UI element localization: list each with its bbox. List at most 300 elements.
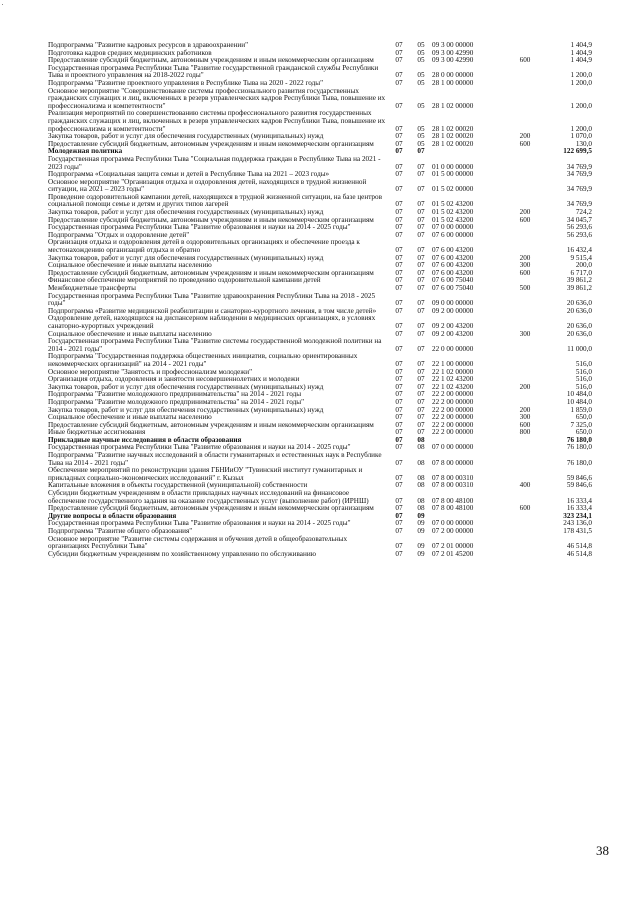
row-name: Основное мероприятие "Занятость и профессионализм молодежи": [48, 367, 253, 376]
table-row: [48, 141, 592, 149]
row-section: 07: [395, 147, 403, 156]
row-section: 07: [395, 359, 403, 368]
row-subsection: 07: [417, 185, 425, 194]
row-amount: 16 333,4: [566, 496, 592, 505]
row-target-article: 22 1 02 43200: [432, 382, 474, 391]
row-subsection: 07: [417, 200, 425, 209]
row-amount: 34 769,9: [566, 185, 592, 194]
row-subsection: 07: [417, 253, 425, 262]
row-expense-type: [514, 391, 536, 399]
row-target-article: 01 5 02 00000: [432, 185, 474, 194]
row-amount: 650,0: [575, 413, 592, 422]
row-subsection: 07: [417, 223, 425, 232]
row-target-article: 22 2 00 00000: [432, 420, 474, 429]
row-subsection: 09: [417, 527, 425, 535]
row-subsection: 07: [417, 215, 425, 224]
row-subsection: 07: [417, 170, 425, 179]
row-target-article: 01 5 00 00000: [432, 170, 474, 179]
row-amount: 11 000,0: [567, 344, 592, 353]
row-amount: 178 431,5: [563, 527, 592, 535]
row-section: 07: [395, 473, 403, 482]
row-amount: 724,2: [575, 208, 592, 217]
row-amount: 39 861,2: [566, 284, 592, 292]
row-name: Подготовка кадров средних медицинских работников: [48, 48, 212, 57]
row-name: Субсидии бюджетным учреждениям по хозяйственному управлению по обслуживанию: [48, 549, 317, 558]
row-target-article: 09 2 00 43200: [432, 329, 474, 338]
row-expense-type: [514, 88, 536, 111]
row-target-article: 07 6 00 00000: [432, 230, 474, 239]
row-name: Закупка товаров, работ и услуг для обеспечения государственных (муниципальных) нужд: [48, 382, 324, 391]
row-amount: 20 636,0: [566, 329, 592, 338]
row-expense-type: 200: [519, 253, 531, 262]
row-section: 07: [395, 215, 403, 224]
row-name: Субсидии бюджетным учреждениям в области прикладных научных исследований на финансовое обеспечение государственного задания на оказание государственных услуг (выполнение работ) (ИРНШ): [48, 489, 369, 505]
row-section: 07: [395, 170, 403, 179]
row-subsection: 07: [417, 344, 425, 353]
row-subsection: 09: [417, 519, 425, 528]
row-target-article: 28 1 02 00000: [432, 101, 474, 110]
row-subsection: 08: [417, 435, 425, 444]
row-section: 07: [395, 208, 403, 217]
row-target-article: 07 8 00 00000: [432, 458, 474, 467]
row-section: 07: [395, 458, 403, 467]
row-expense-type: [514, 467, 536, 482]
row-amount: 516,0: [575, 367, 592, 376]
row-target-article: 07 8 00 00310: [432, 481, 474, 490]
row-subsection: 07: [417, 306, 425, 315]
row-subsection: 07: [417, 284, 425, 292]
row-subsection: 09: [417, 549, 425, 558]
row-name: Предоставление субсидий бюджетным, автономным учреждениям и иным некоммерческим организациям: [48, 139, 374, 148]
row-section: 07: [395, 132, 403, 141]
row-target-article: 09 2 00 00000: [432, 306, 474, 315]
row-name: Обеспечение мероприятий по реконструкции здания ГБНИиОУ "Тувинский институт гуманитарных и прикладных социально-экономических исследований" г. Кызыл: [48, 466, 363, 482]
row-section: 07: [395, 71, 403, 80]
row-amount: 34 045,7: [566, 215, 592, 224]
row-expense-type: [514, 369, 536, 377]
row-subsection: 09: [417, 542, 425, 551]
row-amount: 1 200,0: [570, 71, 592, 80]
row-subsection: 08: [417, 496, 425, 505]
row-target-article: 01 0 00 00000: [432, 162, 474, 171]
row-subsection: 05: [417, 124, 425, 133]
row-expense-type: 600: [519, 56, 531, 65]
budget-table: [48, 42, 592, 558]
row-amount: 46 514,8: [566, 549, 592, 558]
row-name: Социальное обеспечение и иные выплаты населению: [48, 329, 212, 338]
table-row: [48, 156, 592, 171]
row-name: Организация отдыха и оздоровления детей в оздоровительных организациях и обеспечение проезда к местонахождению организаций отдыха и обратно: [48, 238, 360, 255]
row-section: 07: [395, 268, 403, 277]
row-expense-type: [514, 224, 536, 232]
row-subsection: 07: [417, 428, 425, 437]
table-row: [48, 551, 592, 559]
row-target-article: 09 0 00 00000: [432, 299, 474, 308]
row-target-article: 07 2 01 45200: [432, 549, 474, 558]
row-target-article: 09 3 00 00000: [432, 41, 474, 49]
row-target-article: 22 0 00 00000: [432, 344, 474, 353]
row-section: 07: [395, 185, 403, 194]
row-expense-type: [514, 452, 536, 467]
row-name: Капитальные вложения в объекты государственной (муниципальной) собственности: [48, 481, 308, 490]
table-row: [48, 467, 592, 482]
row-name: Подпрограмма «Развитие медицинской реабилитации и санаторно-курортного лечения, в том числе детей»: [48, 306, 377, 315]
row-section: 07: [395, 420, 403, 429]
row-expense-type: [514, 338, 536, 353]
row-expense-type: 500: [519, 284, 531, 292]
table-row: [48, 179, 592, 194]
row-expense-type: [514, 536, 536, 551]
row-amount: 56 293,6: [566, 223, 592, 232]
row-subsection: 07: [417, 147, 425, 156]
row-amount: 59 846,6: [566, 481, 592, 490]
row-section: 07: [395, 382, 403, 391]
row-expense-type: [514, 156, 536, 171]
row-expense-type: 600: [519, 504, 531, 513]
row-amount: 16 333,4: [566, 504, 592, 513]
row-subsection: 08: [417, 443, 425, 452]
row-amount: 76 180,0: [566, 443, 592, 452]
row-amount: 516,0: [575, 359, 592, 368]
row-target-article: 07 6 00 75040: [432, 276, 474, 285]
row-name: Межбюджетные трансферты: [48, 284, 136, 292]
row-subsection: 05: [417, 71, 425, 80]
row-subsection: 07: [417, 367, 425, 376]
row-name: Финансовое обеспечение мероприятий по проведению оздоровительной кампании детей: [48, 276, 321, 285]
row-subsection: 08: [417, 473, 425, 482]
row-name: Подпрограмма "Отдых и оздоровление детей": [48, 230, 190, 239]
row-expense-type: [514, 444, 536, 452]
row-subsection: 07: [417, 382, 425, 391]
row-subsection: 07: [417, 390, 425, 399]
row-expense-type: 300: [519, 329, 531, 338]
row-expense-type: 200: [519, 382, 531, 391]
row-name: Закупка товаров, работ и услуг для обеспечения государственных (муниципальных) нужд: [48, 253, 324, 262]
row-amount: 130,0: [575, 139, 592, 148]
row-target-article: 28 0 00 00000: [432, 71, 474, 80]
row-section: 07: [395, 428, 403, 437]
row-name: Предоставление субсидий бюджетным, автономным учреждениям и иным некоммерческим организациям: [48, 215, 374, 224]
row-target-article: 28 1 02 00020: [432, 132, 474, 141]
row-amount: 516,0: [575, 375, 592, 384]
row-name: Подпрограмма "Развитие молодежного предпринимательства" на 2014 - 2021 годы: [48, 390, 302, 399]
row-section: 07: [395, 200, 403, 209]
row-section: 07: [395, 375, 403, 384]
row-target-article: 22 2 00 00000: [432, 405, 474, 414]
row-section: 07: [395, 321, 403, 330]
row-name: Закупка товаров, работ и услуг для обеспечения государственных (муниципальных) нужд: [48, 405, 324, 414]
row-expense-type: [514, 437, 536, 445]
row-section: 07: [395, 56, 403, 65]
row-section: 07: [395, 78, 403, 87]
row-amount: 1 859,0: [570, 405, 592, 414]
row-target-article: 22 1 02 00000: [432, 367, 474, 376]
row-section: 07: [395, 230, 403, 239]
row-section: 07: [395, 542, 403, 551]
row-section: 07: [395, 276, 403, 285]
row-expense-type: [514, 232, 536, 240]
row-expense-type: [514, 490, 536, 505]
row-section: 07: [395, 527, 403, 535]
table-row: [48, 239, 592, 254]
table-row: [48, 293, 592, 308]
row-section: 07: [395, 124, 403, 133]
row-name: Государственная программа Республики Тыва "Социальная поддержка граждан в Республике Тыва на 2021 - 2023 годы": [48, 154, 381, 171]
row-section: 07: [395, 344, 403, 353]
row-name: Проведение оздоровительной кампании детей, находящихся в трудной жизненной ситуации, на базе центров социальной помощи семье и детям и других типов лагерей: [48, 192, 383, 209]
row-amount: 59 846,6: [566, 473, 592, 482]
row-section: 07: [395, 306, 403, 315]
table-row: [48, 65, 592, 80]
row-section: 07: [395, 367, 403, 376]
row-name: Предоставление субсидий бюджетным, автономным учреждениям и иным некоммерческим организациям: [48, 420, 374, 429]
row-expense-type: 600: [519, 420, 531, 429]
row-target-article: 07 6 00 43200: [432, 261, 474, 270]
row-expense-type: 300: [519, 261, 531, 270]
row-expense-type: 600: [519, 215, 531, 224]
row-target-article: 28 1 02 00020: [432, 139, 474, 148]
row-section: 07: [395, 435, 403, 444]
row-name: Оздоровление детей, находящихся на диспансерном наблюдении в медицинских организациях, в условиях санаторно-курортных учреждений: [48, 314, 376, 330]
page-number: 38: [596, 843, 609, 858]
row-subsection: 05: [417, 139, 425, 148]
row-target-article: 07 6 00 43200: [432, 246, 474, 255]
row-section: 07: [395, 397, 403, 406]
row-expense-type: [514, 239, 536, 254]
row-subsection: 07: [417, 420, 425, 429]
row-name: Предоставление субсидий бюджетным, автономным учреждениям и иным некоммерческим организациям: [48, 268, 374, 277]
row-subsection: 07: [417, 268, 425, 277]
table-row: [48, 452, 592, 467]
row-amount: 34 769,9: [566, 170, 592, 179]
row-expense-type: [514, 353, 536, 368]
row-section: 07: [395, 496, 403, 505]
budget-table-body: [48, 42, 592, 558]
row-section: 07: [395, 261, 403, 270]
row-name: Молодежная политика: [48, 147, 123, 156]
row-name: Подпрограмма "Развитие общего образования": [48, 527, 193, 535]
row-amount: 16 432,4: [566, 246, 592, 255]
row-name: Предоставление субсидий бюджетным, автономным учреждениям и иным некоммерческим организациям: [48, 56, 374, 65]
row-target-article: 28 1 00 00000: [432, 78, 474, 87]
row-subsection: 07: [417, 261, 425, 270]
row-target-article: 07 2 00 00000: [432, 527, 474, 535]
row-amount: 20 636,0: [566, 321, 592, 330]
row-amount: 7 325,0: [570, 420, 592, 429]
row-name: Основное мероприятие "Совершенствование системы профессионального развития государственных гражданских служащих и лиц, включенных в резерв управленческих кадров Республики Тыва, повышение их профессионализма и компетентности": [48, 86, 386, 110]
row-expense-type: [514, 110, 536, 133]
row-amount: 1 404,9: [570, 48, 592, 57]
row-amount: 39 861,2: [566, 276, 592, 285]
row-amount: 10 484,0: [566, 397, 592, 406]
row-target-article: 01 5 02 43200: [432, 200, 474, 209]
row-subsection: 05: [417, 48, 425, 57]
row-amount: 650,0: [575, 428, 592, 437]
row-amount: 76 180,0: [566, 435, 592, 444]
row-expense-type: 200: [519, 208, 531, 217]
row-expense-type: [514, 80, 536, 88]
table-row: [48, 110, 592, 133]
row-target-article: 07 6 00 75040: [432, 284, 474, 292]
row-target-article: 22 2 00 00000: [432, 390, 474, 399]
row-subsection: 05: [417, 132, 425, 141]
row-subsection: 05: [417, 41, 425, 49]
row-subsection: 08: [417, 458, 425, 467]
row-subsection: 07: [417, 299, 425, 308]
row-section: 07: [395, 481, 403, 490]
table-row: [48, 315, 592, 330]
row-expense-type: [514, 293, 536, 308]
row-target-article: 22 1 02 43200: [432, 375, 474, 384]
row-amount: 20 636,0: [566, 306, 592, 315]
row-amount: 516,0: [575, 382, 592, 391]
row-target-article: 01 5 02 43200: [432, 215, 474, 224]
row-target-article: 07 0 00 00000: [432, 443, 474, 452]
row-amount: 122 699,5: [563, 147, 592, 156]
row-target-article: 22 2 00 00000: [432, 397, 474, 406]
row-amount: 243 136,0: [563, 519, 592, 528]
row-subsection: 07: [417, 230, 425, 239]
row-expense-type: 200: [519, 405, 531, 414]
row-subsection: 07: [417, 329, 425, 338]
row-target-article: 22 2 00 00000: [432, 428, 474, 437]
row-section: 07: [395, 413, 403, 422]
row-target-article: [432, 148, 514, 156]
row-target-article: 07 6 00 43200: [432, 268, 474, 277]
row-amount: 1 404,9: [570, 41, 592, 49]
row-name: Государственная программа Республики Тыва "Развитие образования и науки на 2014 - 2025 годы": [48, 519, 351, 528]
row-target-article: 07 2 01 00000: [432, 542, 474, 551]
row-name: Социальное обеспечение и иные выплаты населению: [48, 261, 212, 270]
row-expense-type: 200: [519, 132, 531, 141]
row-subsection: 08: [417, 481, 425, 490]
row-name: Подпрограмма "Государственная поддержка общественных инициатив, социально ориентированных некоммерческих организаций" на 2014 - 2021 годы": [48, 352, 358, 368]
row-section: 07: [395, 246, 403, 255]
row-expense-type: 600: [519, 268, 531, 277]
row-subsection: 07: [417, 162, 425, 171]
table-row: [48, 536, 592, 551]
row-subsection: 09: [417, 511, 425, 520]
row-expense-type: 400: [519, 481, 531, 490]
row-amount: 10 484,0: [566, 390, 592, 399]
table-row: [48, 88, 592, 111]
row-amount: 76 180,0: [566, 458, 592, 467]
row-subsection: 07: [417, 405, 425, 414]
row-amount: 1 200,0: [570, 124, 592, 133]
row-subsection: 07: [417, 246, 425, 255]
row-target-article: 22 1 00 00000: [432, 359, 474, 368]
row-section: 07: [395, 329, 403, 338]
row-section: 07: [395, 443, 403, 452]
row-name: Подпрограмма "Развитие научных исследований в области гуманитарных и естественных наук в Республике Тыва на 2014 - 2021 годы": [48, 451, 382, 467]
row-target-article: 09 2 00 43200: [432, 321, 474, 330]
row-subsection: 07: [417, 397, 425, 406]
row-expense-type: [514, 65, 536, 80]
row-expense-type: [514, 308, 536, 316]
row-expense-type: [514, 42, 536, 50]
row-expense-type: 600: [519, 139, 531, 148]
row-name: Подпрограмма "Развитие проектного управления в Республике Тыва на 2020 - 2022 годы": [48, 78, 324, 87]
table-row: [48, 338, 592, 353]
row-expense-type: [514, 551, 536, 559]
row-target-article: 07 8 00 48100: [432, 496, 474, 505]
row-amount: 1 404,9: [570, 56, 592, 65]
row-name: Прикладные научные исследования в области образования: [48, 435, 242, 444]
row-amount: 46 514,8: [566, 542, 592, 551]
scan-mark: [2, 4, 3, 5]
row-expense-type: [514, 171, 536, 179]
row-section: 07: [395, 519, 403, 528]
row-subsection: 07: [417, 413, 425, 422]
row-name: Социальное обеспечение и иные выплаты населению: [48, 413, 212, 422]
row-subsection: 07: [417, 208, 425, 217]
row-section: 07: [395, 101, 403, 110]
row-target-article: 07 0 00 00000: [432, 223, 474, 232]
row-expense-type: [514, 179, 536, 194]
table-row: [48, 353, 592, 368]
row-subsection: 05: [417, 78, 425, 87]
row-amount: 34 769,9: [566, 200, 592, 209]
row-expense-type: [514, 194, 536, 209]
row-name: Подпрограмма "Развитие кадровых ресурсов в здравоохранении": [48, 41, 249, 49]
row-amount: 6 717,0: [570, 268, 592, 277]
row-name: Государственная программа Республики Тыва "Развитие системы государственной молодежной политики на 2014 - 2021 годы": [48, 337, 382, 353]
row-section: 07: [395, 405, 403, 414]
row-section: 07: [395, 41, 403, 49]
row-amount: 56 293,6: [566, 230, 592, 239]
row-target-article: 28 1 02 00020: [432, 124, 474, 133]
row-expense-type: 800: [519, 428, 531, 437]
row-target-article: 01 5 02 43200: [432, 208, 474, 217]
row-name: Подпрограмма "Развитие молодежного предпринимательства" на 2014 - 2021 годы": [48, 397, 305, 406]
row-amount: 1 070,0: [570, 132, 592, 141]
row-name: Другие вопросы в области образования: [48, 511, 177, 520]
row-target-article: 07 8 00 00310: [432, 473, 474, 482]
row-amount: 9 515,4: [570, 253, 592, 262]
row-subsection: 08: [417, 504, 425, 513]
row-section: 07: [395, 284, 403, 292]
row-amount: 1 200,0: [570, 78, 592, 87]
row-name: Подпрограмма «Социальная защита семьи и детей в Республике Тыва на 2021 – 2023 годы»: [48, 170, 330, 179]
table-row: [48, 490, 592, 505]
row-section: 07: [395, 504, 403, 513]
row-expense-type: 300: [519, 413, 531, 422]
row-subsection: 05: [417, 56, 425, 65]
row-name: Организация отдыха, оздоровления и занятости несовершеннолетних и молодежи: [48, 375, 300, 384]
row-name: Реализация мероприятий по совершенствованию системы профессионального развития государственных гражданских служащих и лиц, включенных в резерв управленческих кадров Республики Тыва, повышение их профессионализма и компетентности": [48, 109, 386, 133]
row-expense-type: [514, 528, 536, 536]
row-subsection: 07: [417, 375, 425, 384]
row-expense-type: [514, 520, 536, 528]
row-amount: 323 234,1: [563, 511, 592, 520]
row-target-article: 09 3 00 42990: [432, 48, 474, 57]
row-expense-type: [514, 315, 536, 330]
row-target-article: 07 0 00 00000: [432, 519, 474, 528]
row-amount: 20 636,0: [566, 299, 592, 308]
row-expense-type: [514, 148, 536, 156]
row-amount: 1 200,0: [570, 101, 592, 110]
table-row: [48, 194, 592, 209]
row-amount: 200,0: [575, 261, 592, 270]
row-name: Государственная программа Республики Тыва "Развитие государственной гражданской службы Республики Тыва и проектного управления на 2018-2022 годы": [48, 63, 379, 80]
row-section: 07: [395, 511, 403, 520]
row-name: Предоставление субсидий бюджетным, автономным учреждениям и иным некоммерческим организациям: [48, 504, 374, 513]
row-target-article: 07 8 00 48100: [432, 504, 474, 513]
row-expense-type: [514, 513, 536, 521]
row-section: 07: [395, 162, 403, 171]
row-subsection: 07: [417, 321, 425, 330]
row-section: 07: [395, 48, 403, 57]
